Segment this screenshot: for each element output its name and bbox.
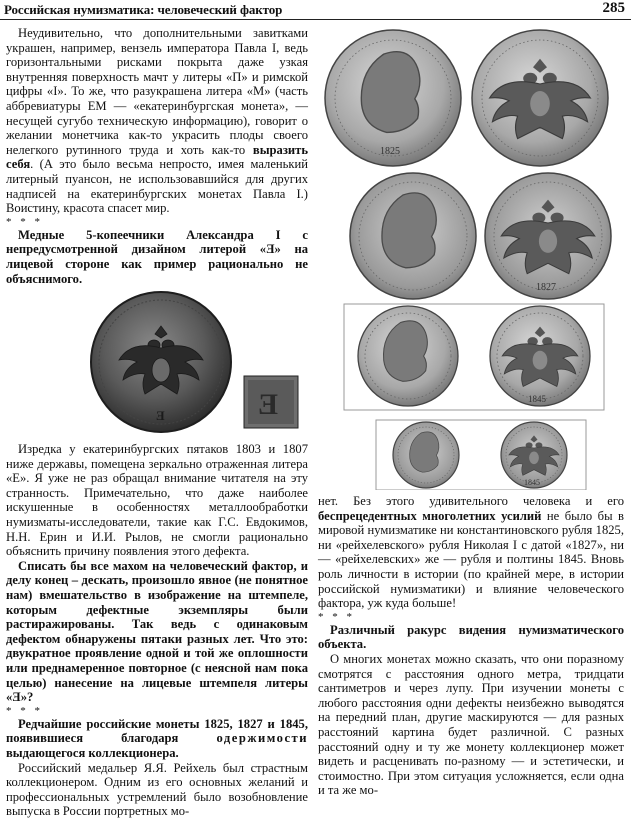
coin-pair-1845-poltina bbox=[376, 420, 586, 490]
paragraph-reichel-continued: нет. Без этого удивительного человека и его беспрецедентных многолетних усилий не было бы в мировой нумизматике ни константиновского рубля 1825, ни «рейхелевского» рубля Николая I с датой «1827», ни — «рейхелевских» же — рубля и полтины 1845. Вновь роль личности в истории (по крайней мере, в истории российской нумизматики) и влияние человеческого фактора, уж куда больше! bbox=[318, 494, 624, 611]
paragraph-mirror-letter: Изредка у екатеринбургских пятаков 1803 и 1807 ниже державы, помещена зеркально отраженная литера «Е». Я уже не раз обращал внимание читателя на эту странность. Примечательно, что даже наиболее искушенные в особенностях металлообработки нумизматы-исследователи, такие как Г.С. Евдокимов, Н.Н. Ерин и И.И. Рылов, не смогли рационально объяснить причину появления этого дефекта. bbox=[6, 442, 308, 559]
svg-text:Ǝ: Ǝ bbox=[258, 388, 279, 422]
section-heading-viewing-angle: Различный ракурс видения нумизматического объекта. bbox=[318, 622, 624, 652]
left-column bbox=[6, 26, 308, 819]
silver-coin-images bbox=[318, 28, 628, 490]
copper-coin-figure bbox=[6, 290, 308, 438]
copper-5-kopeck-coin-image bbox=[6, 290, 306, 438]
paragraph-monogram: Неудивительно, что дополнительными завитками украшен, например, вензель императора Павла I, ведь горизонтальными рисками покрыта даже узкая внутренняя поверхность мачт у литеры «П» и римской цифры «I». То же, что разукрашена литера «М» (часть аббревиатуры ЕМ — «екатеринбургская монета», — несущей сугубо техническую информацию), говорит о желании монетчика как-то украсить плоды своего нелегкого рутинного труда и хоть как-то выразить себя. (А это было весьма непросто, имея маленький литерный пуансон, не использовавшийся для других надписей на екатеринбургских монетах Павла I.) Воистину, красота спасет мир. bbox=[6, 26, 308, 216]
paragraph-human-factor: Списать бы все махом на человеческий фактор, и делу конец – дескать, произошло явное (не понятное нам) вмешательство в изображение на штемпеле, которым дефектные экземпляры были растиражированы. Так ведь с одинаковым дефектом обнаружены пятаки разных лет. Что это: двукратное проявление одной и той же оплошности или преднамеренное повторное (с неясной нам пока целью) нанесение на лицевые штемпеля литеры «Ǝ»? bbox=[6, 558, 308, 705]
running-title: Российская нумизматика: человеческий фактор bbox=[4, 2, 283, 17]
coin-plates bbox=[318, 28, 628, 488]
section-divider-2: * * * bbox=[6, 704, 43, 717]
section-heading-rare-coins: Редчайшие российские монеты 1825, 1827 и 1845, появившиеся благодаря одержимости выдающегося коллекционера. bbox=[6, 716, 308, 760]
coin-date-3: 1845 bbox=[528, 394, 546, 404]
coin-pair-1827 bbox=[350, 173, 611, 299]
paragraph-viewing-distance: О многих монетах можно сказать, что они поразному смотрятся с расстояния одного метра, тридцати сантиметров и через лупу. При изучении монеты с любого расстояния одни дефекты неизбежно выводятся на передний план, другие маскируются — для разных расстояний картина будет различной. С разных расстояний одну и ту же монету коллекционер может видеть и расценивать по-разному — и эстетически, и стоимостно. При этом ситуация усложняется, если одна и та же мо- bbox=[318, 651, 624, 798]
section-divider: * * * bbox=[6, 215, 43, 228]
svg-text:Ǝ: Ǝ bbox=[156, 408, 165, 424]
right-column bbox=[318, 494, 624, 798]
page-number: 285 bbox=[602, 0, 625, 16]
coin-date-4: 1845 bbox=[524, 478, 540, 487]
coin-date-1: 1825 bbox=[380, 146, 400, 157]
coin-pair-1845-rouble bbox=[344, 304, 604, 410]
coin-pair-1825 bbox=[325, 30, 608, 166]
paragraph-reichel: Российский медальер Я.Я. Рейхель был страстным коллекционером. Одним из его основных желаний и профессиональных устремлений было возобновление выпуска в России портретных мо- bbox=[6, 760, 308, 819]
section-divider-3: * * * bbox=[318, 610, 355, 623]
running-header bbox=[0, 0, 631, 20]
coin-date-2: 1827 bbox=[536, 282, 556, 293]
section-heading-5-kopecks: Медные 5-копеечники Александра I с непредусмотренной дизайном литерой «Ǝ» на лицевой стороне как пример рационально не объяснимого. bbox=[6, 227, 308, 286]
